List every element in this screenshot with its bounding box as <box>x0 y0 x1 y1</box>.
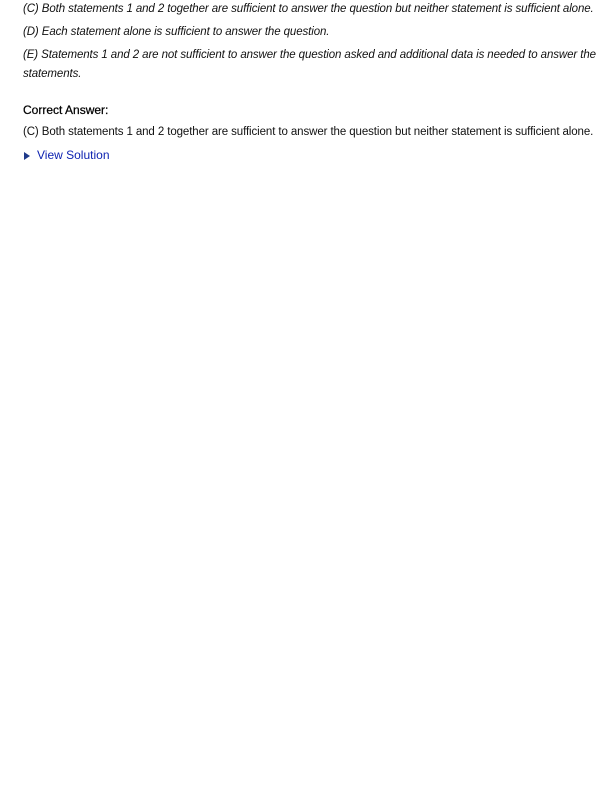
answer-option-c: (C) Both statements 1 and 2 together are sufficient to answer the question but neither statement is sufficient alone. <box>23 3 594 15</box>
answer-option-e: (E) Statements 1 and 2 are not sufficient to answer the question asked and additional data is needed to answer the statements. <box>23 49 596 80</box>
answer-option-d: (D) Each statement alone is sufficient to answer the question. <box>23 26 330 38</box>
question-content <box>23 0 603 165</box>
view-solution-label: View Solution <box>37 148 110 162</box>
correct-answer-text: (C) Both statements 1 and 2 together are sufficient to answer the question but neither statement is sufficient alone. <box>23 126 594 138</box>
correct-answer-heading: Correct Answer: <box>23 103 109 117</box>
view-solution-toggle[interactable] <box>23 146 110 165</box>
triangle-right-icon <box>24 152 30 160</box>
